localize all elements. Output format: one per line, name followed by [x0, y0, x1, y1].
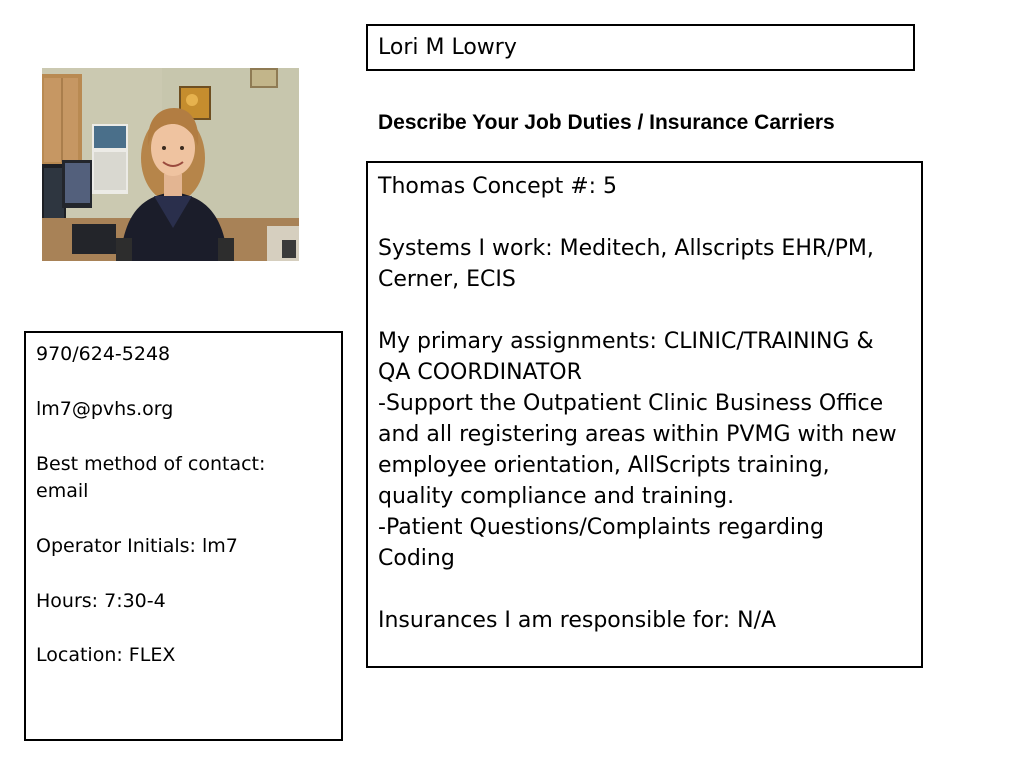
assignments-line-5: employee orientation, AllScripts training, — [378, 453, 830, 478]
assignments-line-1: My primary assignments: CLINIC/TRAINING & — [378, 329, 874, 354]
contact-info-box — [24, 331, 343, 741]
email-address: lm7@pvhs.org — [36, 397, 174, 420]
systems-line-2: Cerner, ECIS — [378, 267, 516, 292]
name-box — [366, 24, 915, 71]
staff-photo — [42, 68, 299, 261]
best-method-value: email — [36, 480, 89, 502]
staff-portrait-icon — [42, 68, 299, 261]
assignments-line-2: QA COORDINATOR — [378, 360, 582, 385]
work-location: Location: FLEX — [36, 644, 176, 667]
job-duties-box — [366, 161, 923, 668]
assignments-line-8: Coding — [378, 546, 455, 571]
assignments-line-4: and all registering areas within PVMG with new — [378, 422, 897, 447]
phone-number: 970/624-5248 — [36, 343, 171, 365]
assignments-line-3: -Support the Outpatient Clinic Business Office — [378, 391, 884, 416]
work-hours: Hours: 7:30-4 — [36, 589, 166, 612]
systems-line-1: Systems I work: Meditech, Allscripts EHR/PM, — [378, 236, 874, 261]
thomas-concept: Thomas Concept #: 5 — [378, 174, 618, 199]
staff-name: Lori M Lowry — [378, 35, 517, 60]
insurances-line: Insurances I am responsible for: N/A — [378, 608, 777, 633]
assignments-line-6: quality compliance and training. — [378, 484, 735, 509]
section-heading: Describe Your Job Duties / Insurance Carriers — [378, 111, 835, 134]
operator-initials: Operator Initials: lm7 — [36, 534, 238, 557]
assignments-line-7: -Patient Questions/Complaints regarding — [378, 515, 824, 540]
best-method-label: Best method of contact: — [36, 452, 266, 475]
